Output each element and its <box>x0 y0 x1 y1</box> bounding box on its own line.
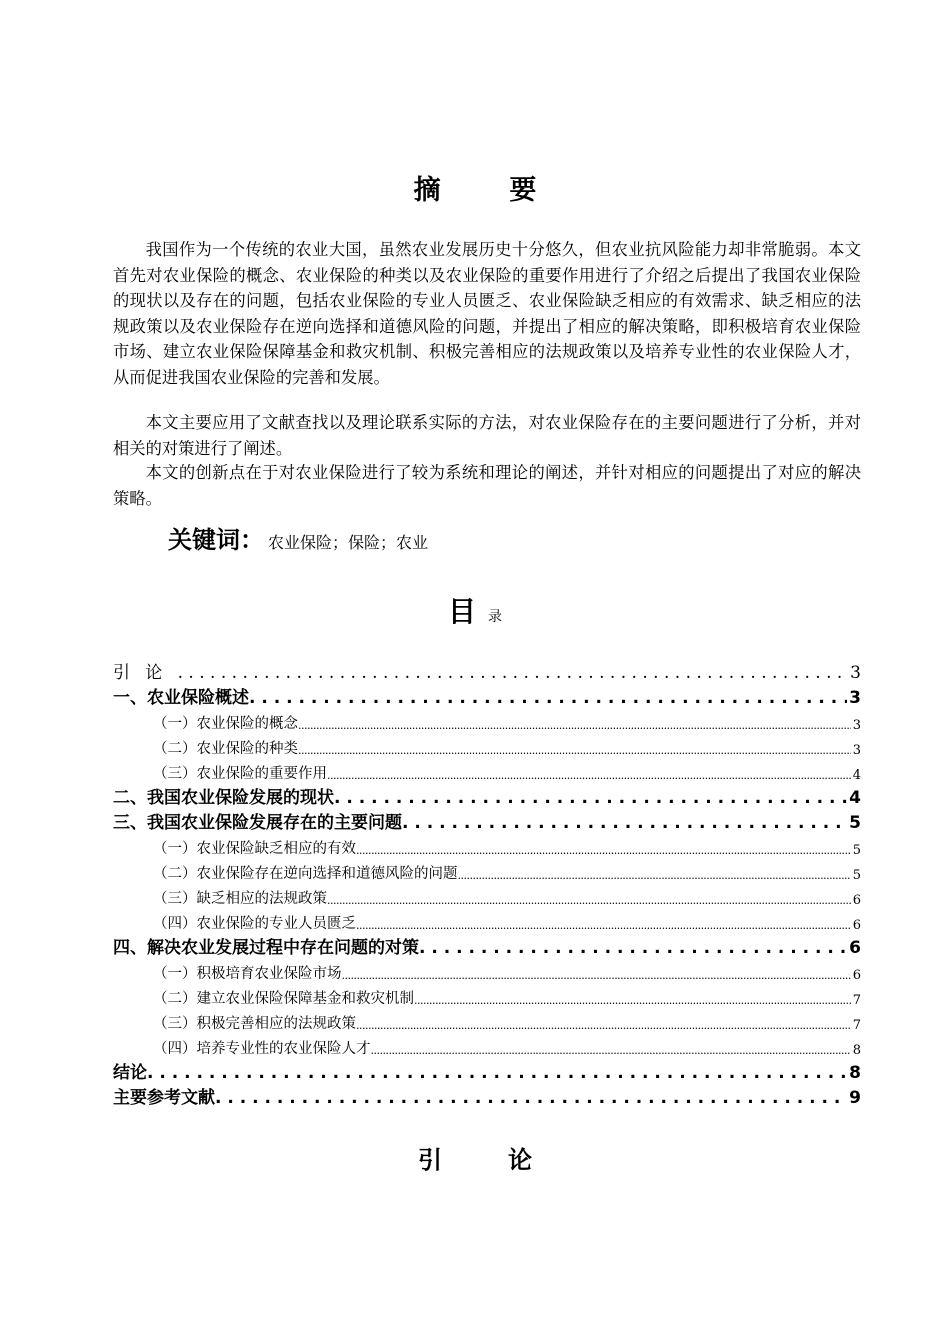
toc-entry-title: （二）建立农业保险保障基金和救灾机制 <box>153 991 414 1007</box>
toc-entry-page: 3 <box>852 743 861 758</box>
toc-leader <box>249 688 847 708</box>
toc-entry-title: （三）农业保险的重要作用 <box>153 766 327 782</box>
toc-entry-page: 4 <box>852 768 861 783</box>
toc-entry[interactable] <box>113 1083 861 1108</box>
toc-entry-page: 6 <box>849 938 861 958</box>
toc-entry-title: （一）农业保险缺乏相应的有效 <box>153 841 356 857</box>
toc-leader <box>215 1088 847 1108</box>
toc-entry-page: 6 <box>852 893 861 908</box>
toc-leader <box>414 992 851 1008</box>
keywords-label: 关键词： <box>168 526 264 554</box>
toc-entry[interactable] <box>113 883 861 908</box>
toc-entry-title: （一）积极培育农业保险市场 <box>153 966 342 982</box>
toc-entry-title: （四）培养专业性的农业保险人才 <box>153 1041 371 1057</box>
toc-entry[interactable] <box>113 933 861 958</box>
toc-entry[interactable] <box>113 908 861 933</box>
toc-title-small: 录 <box>488 609 502 625</box>
toc-entry-page: 3 <box>849 688 861 708</box>
toc-entry-page: 6 <box>852 968 861 983</box>
toc-entry-page: 8 <box>852 1043 861 1058</box>
toc-entry-title: 三、我国农业保险发展存在的主要问题 <box>113 813 402 833</box>
toc-leader <box>147 1063 847 1083</box>
toc-entry[interactable] <box>113 808 861 833</box>
abstract-paragraph-2: 本文主要应用了文献查找以及理论联系实际的方法，对农业保险存在的主要问题进行了分析，并对相关的对策进行了阐述。 <box>113 413 861 458</box>
toc-leader <box>334 788 847 808</box>
toc-entry[interactable] <box>113 858 861 883</box>
abstract-paragraph-3: 本文的创新点在于对农业保险进行了较为系统和理论的阐述，并针对相应的问题提出了对应的解决策略。 <box>113 463 861 508</box>
toc-leader <box>402 813 847 833</box>
keywords-text: 农业保险；保险；农业 <box>268 533 429 552</box>
abstract-title: 摘 要 <box>413 175 567 206</box>
toc-entry-page: 7 <box>852 1018 861 1033</box>
toc-entry-title: 主要参考文献 <box>113 1088 215 1108</box>
toc-entry-title: （四）农业保险的专业人员匮乏 <box>153 916 356 932</box>
keywords-line <box>168 520 428 555</box>
table-of-contents <box>113 658 861 1108</box>
toc-entry-title: （三）缺乏相应的法规政策 <box>153 891 327 907</box>
toc-entry-page: 6 <box>852 918 861 933</box>
toc-entry[interactable] <box>113 658 861 683</box>
toc-leader <box>178 663 849 683</box>
toc-entry[interactable] <box>113 1058 861 1083</box>
toc-entry-page: 3 <box>850 663 861 683</box>
toc-entry-page: 4 <box>849 788 861 808</box>
toc-title-big: 目 <box>447 595 476 628</box>
toc-leader <box>298 742 851 758</box>
toc-leader <box>356 1017 851 1033</box>
toc-entry-page: 9 <box>849 1088 861 1108</box>
toc-leader <box>327 767 851 783</box>
toc-entry-title: （二）农业保险存在逆向选择和道德风险的问题 <box>153 866 458 882</box>
toc-leader <box>327 892 851 908</box>
toc-leader <box>458 867 851 883</box>
toc-entry-title: 四、解决农业发展过程中存在问题的对策 <box>113 938 419 958</box>
toc-entry-title: （一）农业保险的概念 <box>153 716 298 732</box>
toc-entry-page: 5 <box>852 843 861 858</box>
toc-entry-title: （二）农业保险的种类 <box>153 741 298 757</box>
toc-entry-page: 5 <box>852 868 861 883</box>
toc-entry-title: 引论 <box>113 663 178 683</box>
toc-title <box>0 590 950 630</box>
toc-entry[interactable] <box>113 983 861 1008</box>
toc-entry-title: 结论 <box>113 1063 147 1083</box>
toc-entry-title: 二、我国农业保险发展的现状 <box>113 788 334 808</box>
toc-entry-title: （三）积极完善相应的法规政策 <box>153 1016 356 1032</box>
toc-entry-title: 一、农业保险概述 <box>113 688 249 708</box>
toc-entry[interactable] <box>113 708 861 733</box>
toc-entry[interactable] <box>113 783 861 808</box>
toc-leader <box>356 917 851 933</box>
toc-entry[interactable] <box>113 1008 861 1033</box>
toc-entry[interactable] <box>113 958 861 983</box>
abstract-paragraph-1: 我国作为一个传统的农业大国，虽然农业发展历史十分悠久，但农业抗风险能力却非常脆弱。本文首先对农业保险的概念、农业保险的种类以及农业保险的重要作用进行了介绍之后提出了我国农业保险的现状以及存在的问题，包括农业保险的专业人员匮乏、农业保险缺乏相应的有效需求、缺乏相应的法规政策以及农业保险存在逆向选择和道德风险的问题，并提出了相应的解决策略，即积极培育农业保险市场、建立农业保险保障基金和救灾机制、积极完善相应的法规政策以及培养专业性的农业保险人才，从而促进我国农业保险的完善和发展。 <box>113 240 861 387</box>
toc-leader <box>342 967 851 983</box>
toc-entry-page: 3 <box>852 718 861 733</box>
toc-entry[interactable] <box>113 758 861 783</box>
toc-entry[interactable] <box>113 733 861 758</box>
toc-entry[interactable] <box>113 1033 861 1058</box>
toc-leader <box>298 717 851 733</box>
toc-leader <box>356 842 851 858</box>
toc-entry-page: 5 <box>849 813 861 833</box>
toc-entry[interactable] <box>113 683 861 708</box>
toc-leader <box>419 938 847 958</box>
toc-entry-page: 7 <box>852 993 861 1008</box>
toc-leader <box>371 1042 851 1058</box>
toc-entry[interactable] <box>113 833 861 858</box>
toc-entry-page: 8 <box>849 1063 861 1083</box>
intro-title: 引 论 <box>418 1146 561 1174</box>
